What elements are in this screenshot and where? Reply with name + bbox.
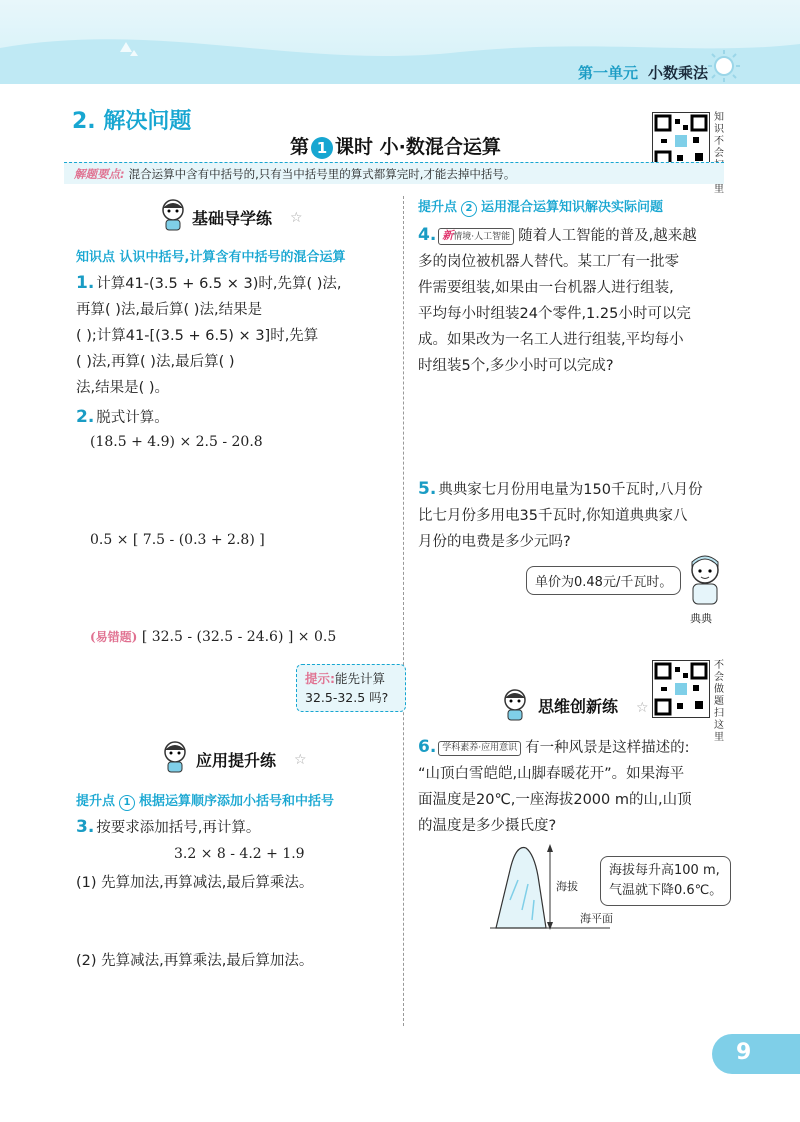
mascot-icon [500,688,530,722]
question-4-line4: 平均每小时组装24个零件,1.25小时可以完 [418,306,691,322]
temperature-bubble [600,856,731,906]
improvement-point-prefix: 提升点 [418,200,458,215]
hint-line1: 能先计算 [335,671,386,686]
question-3-expr: 3.2 × 8 - 4.2 + 1.9 [174,846,305,862]
banner-applied-practice: 应用提升练 [196,751,277,770]
temperature-bubble-line2: 气温就下降0.6℃。 [609,883,723,898]
altitude-label: 海拔 [556,880,578,893]
question-6-line4: 的温度是多少摄氏度? [418,818,557,834]
star-icon: ☆ [290,210,303,226]
question-1-line5: 法,结果是( )。 [76,380,170,396]
temperature-bubble-line1: 海拔每升高100 m, [609,863,720,878]
improvement-point-text: 根据运算顺序添加小括号和中括号 [139,794,335,809]
character-name: 典典 [690,612,712,625]
question-6-line3: 面温度是20℃,一座海拔2000 m的山,山顶 [418,792,692,808]
character-dian-dian-icon [680,552,730,608]
improvement-point-number: 1 [119,795,135,811]
tip-bar [64,162,724,184]
question-6 [418,734,758,839]
tip-label: 解题要点: [74,167,125,181]
sea-level-label: 海平面 [580,912,613,925]
question-3-sub1: (1) 先算加法,再算减法,最后算乘法。 [76,875,314,891]
banner-basic-practice: 基础导学练 [192,209,273,228]
question-2-expr3-row [90,628,336,645]
mascot-icon [160,740,190,774]
error-prone-tag: (易错题) [90,630,138,644]
mascot-icon [158,198,188,232]
question-6-line2: “山顶白雪皑皑,山脚春暖花开”。如果海平 [418,766,685,782]
qr-code-icon [653,661,709,717]
question-2-expr1: (18.5 + 4.9) × 2.5 - 20.8 [90,434,263,450]
unit-prefix: 第一单元 [577,64,638,82]
question-6-line1: 有一种风景是这样描述的: [525,740,690,756]
question-4-line1: 随着人工智能的普及,越来越 [518,228,697,244]
qr-top-caption: 知识不会 里 [714,112,724,195]
question-4-number: 4. [418,225,437,245]
qr-mid-caption: 不会做题扫这里 [714,660,724,743]
unit-label [578,62,708,83]
unit-name: 小数乘法 [647,64,708,82]
new-tag: 新 [442,228,454,242]
tip-text: 混合运算中含有中括号的,只有当中括号里的算式都算完时,才能去掉中括号。 [128,167,516,181]
lesson-suffix: 课时 小·数混合运算 [335,136,501,158]
question-1-number: 1. [76,273,95,293]
scenario-tag [438,228,514,245]
hint-line2: 32.5-32.5 吗? [305,690,389,705]
question-4-line6: 时组装5个,多少小时可以完成? [418,358,614,374]
question-2-title: 脱式计算。 [96,410,169,426]
star-icon: ☆ [294,752,307,768]
question-5-line1: 典典家七月份用电量为150千瓦时,八月份 [438,482,703,498]
question-2-number: 2. [76,407,95,427]
page-number-tab [712,1034,800,1074]
question-3 [76,814,260,841]
question-4-line3: 件需要组装,如果由一台机器人进行组装, [418,280,674,296]
lesson-prefix: 第 [290,136,310,158]
question-4-line5: 成。如果改为一名工人进行组装,平均每小 [418,332,684,348]
question-5-line2: 比七月份多用电35千瓦时,你知道典典家八 [418,508,688,524]
question-5-number: 5. [418,479,437,499]
qr-code-mid[interactable] [652,660,710,718]
lesson-title [290,132,501,159]
question-3-sub2: (2) 先算减法,再算乘法,最后算加法。 [76,953,314,969]
improvement-point-number: 2 [461,201,477,217]
hint-label: 提示: [305,671,335,686]
question-1-line4: ( )法,再算( )法,最后算( ) [76,354,235,370]
improvement-point-1 [76,790,334,811]
question-1-line3: ( );计算41-[(3.5 + 6.5) × 3]时,先算 [76,328,319,344]
star-icon: ☆ [636,700,649,716]
improvement-point-text: 运用混合运算知识解决实际问题 [481,200,664,215]
qr-code-icon [653,113,709,169]
question-2 [76,404,169,431]
improvement-point-2 [418,196,663,217]
column-divider [403,196,404,1026]
literacy-tag: 学科素养·应用意识 [438,741,521,756]
question-1 [76,270,396,401]
question-3-number: 3. [76,817,95,837]
scenario-tag-text: 情境·人工智能 [453,231,511,242]
question-2-expr3: [ 32.5 - (32.5 - 24.6) ] × 0.5 [141,629,337,645]
question-1-line1: 计算41-(3.5 + 6.5 × 3)时,先算( )法, [96,276,342,292]
question-2-expr2: 0.5 × [ 7.5 - (0.3 + 2.8) ] [90,532,265,548]
question-1-line2: 再算( )法,最后算( )法,结果是 [76,302,263,318]
question-5 [418,476,748,555]
hint-box [296,664,406,712]
question-4-line2: 多的岗位被机器人替代。某工厂有一批零 [418,254,679,270]
question-3-title: 按要求添加括号,再计算。 [96,820,261,836]
banner-creative-thinking: 思维创新练 [538,697,619,716]
question-6-number: 6. [418,737,437,757]
section-title: 2. 解决问题 [72,109,192,134]
sun-icon [706,48,742,84]
knowledge-point-1: 知识点 认识中括号,计算含有中括号的混合运算 [76,250,346,265]
page-number: 9 [736,1040,752,1065]
question-5-line3: 月份的电费是多少元吗? [418,534,571,550]
improvement-point-prefix: 提升点 [76,794,116,809]
price-bubble: 单价为0.48元/千瓦时。 [526,566,681,595]
lesson-number: 1 [311,137,333,159]
question-4 [418,222,748,379]
